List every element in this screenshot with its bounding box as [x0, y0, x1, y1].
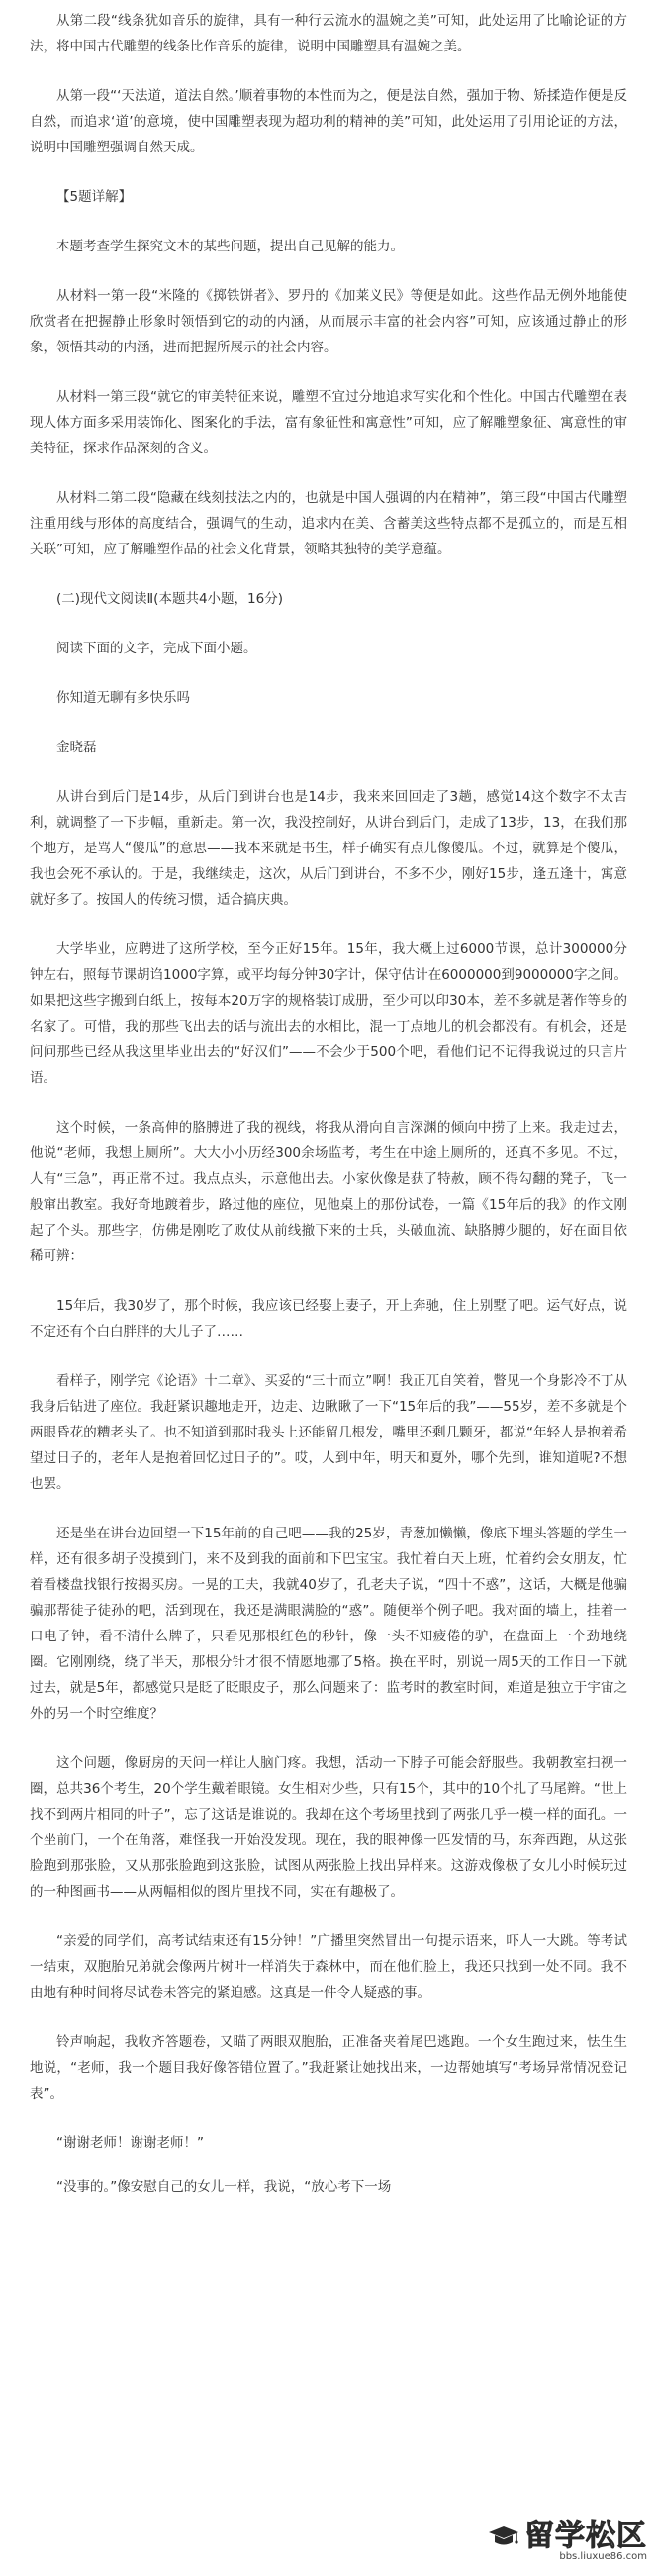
- site-watermark: [487, 2519, 647, 2562]
- paragraph-q5-material2: 从材料二第二段“隐藏在线刻技法之内的，也就是中国人强调的内在精神”，第三段“中国古代雕塑注重用线与形体的高度结合，强调气的生动，追求内在美、含蓄美这些特点都不是孤立的，而是互相关联”可知，应了解雕塑作品的社会文化背景，领略其独特的美学意蕴。: [30, 490, 627, 557]
- paragraph-q5-material1-b: 从材料一第三段“就它的审美特征来说，雕塑不宜过分地追求写实化和个性化。中国古代雕塑在表现人体方面多采用装饰化、图案化的手法，富有象征性和寓意性”可知，应了解雕塑象征、寓意性的审美特征，探求作品深刻的含义。: [30, 389, 627, 456]
- story-paragraph: “亲爱的同学们，高考试结束还有15分钟！”广播里突然冒出一句提示语来，吓人一大跳。等考试一结束，双胞胎兄弟就会像两片树叶一样消失于森林中，而在他们脸上，我还只找到一处不同。我不由地有种时间将尽试卷未答完的紧迫感。这真是一件令人疑惑的事。: [30, 1933, 627, 2001]
- story-paragraph: 这个时候，一条高伸的胳膊进了我的视线，将我从滑向自言深渊的倾向中捞了上来。我走过去，他说“老师，我想上厕所”。大大小小历经300余场监考，考生在中途上厕所的，还真不多见。不过，人有“三急”，再正常不过。我点点头，示意他出去。小家伙像是获了特赦，顾不得勾翻的凳子，飞一般窜出教室。我好奇地踱着步，路过他的座位，见他桌上的那份试卷，一篇《15年后的我》的作文刚起了个头。那些字，仿佛是刚吃了败仗从前线撤下来的士兵，头破血流、缺胳膊少腿的，好在面目依稀可辨：: [30, 1120, 627, 1264]
- graduation-cap-icon: [487, 2524, 520, 2549]
- story-paragraph: 15年后，我30岁了，那个时候，我应该已经娶上妻子，开上奔驰，住上别墅了吧。运气好点，说不定还有个白白胖胖的大儿子了……: [30, 1298, 627, 1339]
- paragraph-analysis-metaphor: 从第二段“线条犹如音乐的旋律，具有一种行云流水的温婉之美”可知，此处运用了比喻论证的方法，将中国古代雕塑的线条比作音乐的旋律，说明中国雕塑具有温婉之美。: [30, 13, 627, 54]
- paragraph-q5-material1-a: 从材料一第一段“米隆的《掷铁饼者》、罗丹的《加莱义民》等便是如此。这些作品无例外地能使欣赏者在把握静止形象时领悟到它的动的内涵，从而展示丰富的社会内容”可知，应该通过静止的形象，领悟其动的内涵，进而把握所展示的社会内容。: [30, 288, 627, 355]
- watermark-logo: [487, 2519, 647, 2553]
- article-author: 金晓磊: [56, 740, 97, 755]
- story-paragraph: 还是坐在讲台边回望一下15年前的自己吧——我的25岁，青葱加懒懒，像底下埋头答题的学生一样，还有很多胡子没摸到门，来不及到我的面前和下巴宝宝。我忙着白天上班，忙着约会女朋友，忙着看楼盘找银行按揭买房。一晃的工夫，我就40岁了，孔老夫子说，“四十不惑”，这话，大概是他骗骗那帮徒子徒孙的吧，活到现在，我还是满眼满脸的“惑”。随便举个例子吧。我对面的墙上，挂着一口电子钟，看不清什么牌子，只看见那根红色的秒针，像一头不知疲倦的驴，在盘面上一个劲地绕圈。它刚刚绕，绕了半天，那根分针才很不情愿地挪了5格。换在平时，别说一周5天的工作日一下就过去，就是5年，都感觉只是眨了眨眼皮子，那么问题来了：监考时的教室时间，难道是独立于宇宙之外的另一个时空维度？: [30, 1526, 627, 1722]
- section-heading-reading2: (二)现代文阅读Ⅱ(本题共4小题，16分): [56, 591, 283, 607]
- story-paragraph: “谢谢老师！谢谢老师！”: [56, 2135, 204, 2151]
- article-title: 你知道无聊有多快乐吗: [56, 690, 190, 706]
- watermark-brand: 留学松区: [524, 2519, 647, 2553]
- story-paragraph: 大学毕业，应聘进了这所学校，至今正好15年。15年，我大概上过6000节课，总计300000分钟左右，照每节课胡诌1000字算，或平均每分钟30字计，保守估计在6000000到9000000字之间。如果把这些字搬到白纸上，按每本20万字的规格装订成册，至少可以印30本，差不多就是著作等身的名家了。可惜，我的那些飞出去的话与流出去的水相比，混一丁点地儿的机会都没有。有机会，还是问问那些已经从我这里毕业出去的“好汉们”——不会少于500个吧，看他们记不记得我说过的只言片语。: [30, 941, 627, 1086]
- paragraph-q5-intro: 本题考查学生探究文本的某些问题，提出自己见解的能力。: [56, 239, 404, 254]
- story-paragraph: 铃声响起，我收齐答题卷，又瞄了两眼双胞胎，正准备夹着尾巴逃跑。一个女生跑过来，怯生生地说，“老师，我一个题目我好像答错位置了。”我赶紧让她找出来，一边帮她填写“考场异常情况登记表”。: [30, 2034, 627, 2102]
- story-paragraph: “没事的。”像安慰自己的女儿一样，我说，“放心考下一场: [56, 2179, 392, 2195]
- paragraph-instruction: 阅读下面的文字，完成下面小题。: [56, 641, 257, 656]
- paragraph-analysis-quote: 从第一段“‘天法道，道法自然。’顺着事物的本性而为之，便是法自然，强加于物、矫揉造作便是反自然，而追求‘道’的意境，使中国雕塑表现为超功利的精神的美”可知，此处运用了引用论证的方法，说明中国雕塑强调自然天成。: [30, 88, 627, 155]
- story-paragraph: 这个问题，像厨房的天问一样让人脑门疼。我想，活动一下脖子可能会舒服些。我朝教室扫视一圈，总共36个考生，20个学生戴着眼镜。女生相对少些，只有15个，其中的10个扎了马尾辫。“世上找不到两片相同的叶子”，忘了这话是谁说的。我却在这个考场里找到了两张几乎一模一样的面孔。一个坐前门，一个在角落，难怪我一开始没发现。现在，我的眼神像一匹发情的马，东奔西跑，从这张脸跑到那张脸，又从那张脸跑到这张脸，试图从两张脸上找出异样来。这游戏像极了女儿小时候玩过的一种图画书——从两幅相似的图片里找不同，实在有趣极了。: [30, 1755, 627, 1900]
- story-paragraph: 看样子，刚学完《论语》十二章》、买妥的“三十而立”啊！我正兀自笑着，瞥见一个身影冷不丁从我身后钻进了座位。我赶紧识趣地走开，边走、边瞅瞅了一下“15年后的我”——55岁，差不多就是个两眼昏花的糟老头了。也不知道到那时我头上还能留几根发，嘴里还剩几颗牙，都说“年轻人是抱着希望过日子的，老年人是抱着回忆过日子的”。哎，人到中年，明天和夏外，哪个先到，谁知道呢?不想也罢。: [30, 1373, 627, 1492]
- watermark-url: bbs.liuxue86.com: [559, 2551, 647, 2562]
- section-heading-q5: 【5题详解】: [56, 189, 133, 205]
- story-paragraph: 从讲台到后门是14步，从后门到讲台也是14步，我来来回回走了3趟，感觉14这个数字不太吉利，就调整了一下步幅，重新走。第一次，我没控制好，从讲台到后门，走成了13步，13，在我们那个地方，是骂人“傻瓜”的意思——我本来就是书生，样子确实有点儿像傻瓜。不过，就算是个傻瓜，我也会死不承认的。于是，我继续走，这次，从后门到讲台，不多不少，刚好15步，逢五逢十，寓意就好多了。按国人的传统习惯，适合搞庆典。: [30, 789, 627, 908]
